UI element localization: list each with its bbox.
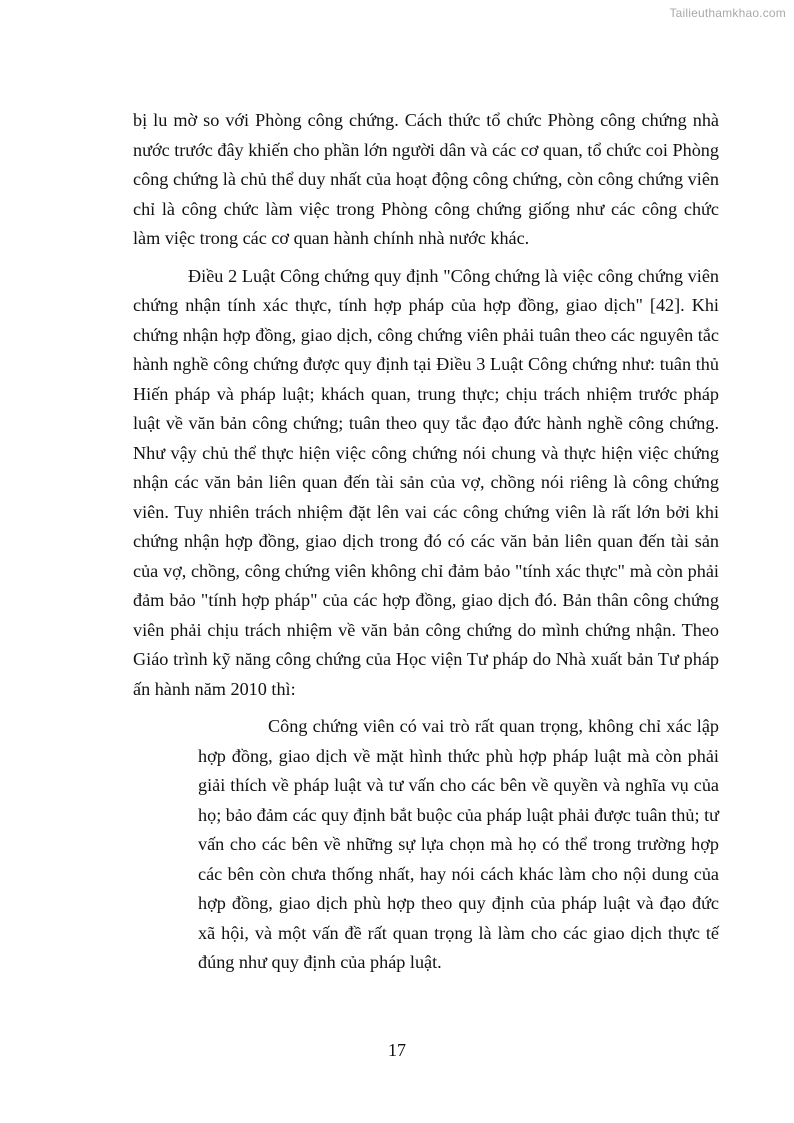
paragraph-1: bị lu mờ so với Phòng công chứng. Cách thức tổ chức Phòng công chứng nhà nước trước đây khiến cho phần lớn người dân và các cơ quan, tổ chức coi Phòng công chứng là chủ thể duy nhất của hoạt động công chứng, còn công chứng viên chỉ là công chức làm việc trong Phòng công chứng giống như các công chức làm việc trong các cơ quan hành chính nhà nước khác. <box>133 110 719 248</box>
document-body <box>133 106 719 978</box>
paragraph-2: Điều 2 Luật Công chứng quy định "Công chứng là việc công chứng viên chứng nhận tính xác thực, tính hợp pháp của hợp đồng, giao dịch" [42]. Khi chứng nhận hợp đồng, giao dịch, công chứng viên phải tuân theo các nguyên tắc hành nghề công chứng được quy định tại Điều 3 Luật Công chứng như: tuân thủ Hiến pháp và pháp luật; khách quan, trung thực; chịu trách nhiệm trước pháp luật về văn bản công chứng; tuân theo quy tắc đạo đức hành nghề công chứng. Như vậy chủ thể thực hiện việc công chứng nói chung và thực hiện việc chứng nhận các văn bản liên quan đến tài sản của vợ, chồng nói riêng là công chứng viên. Tuy nhiên trách nhiệm đặt lên vai các công chứng viên là rất lớn bởi khi chứng nhận hợp đồng, giao dịch trong đó có các văn bản liên quan đến tài sản của vợ, chồng, công chứng viên không chỉ đảm bảo "tính xác thực" mà còn phải đảm bảo "tính hợp pháp" của các hợp đồng, giao dịch đó. Bản thân công chứng viên phải chịu trách nhiệm về văn bản công chứng do mình chứng nhận. Theo Giáo trình kỹ năng công chứng của Học viện Tư pháp do Nhà xuất bản Tư pháp ấn hành năm 2010 thì: <box>133 265 719 699</box>
watermark-text: Tailieuthamkhao.com <box>669 6 786 20</box>
block-quote: Công chứng viên có vai trò rất quan trọng, không chỉ xác lập hợp đồng, giao dịch về mặt hình thức phù hợp pháp luật mà còn phải giải thích về pháp luật và tư vấn cho các bên về quyền và nghĩa vụ của họ; bảo đảm các quy định bắt buộc của pháp luật phải được tuân thủ; tư vấn cho các bên về những sự lựa chọn mà họ có thể trong trường hợp các bên còn chưa thống nhất, hay nói cách khác làm cho nội dung của hợp đồng, giao dịch phù hợp theo quy định của pháp luật và đạo đức xã hội, và một vấn đề rất quan trọng là làm cho các giao dịch thực tế đúng như quy định của pháp luật. <box>198 716 719 972</box>
page-number: 17 <box>388 1040 406 1060</box>
